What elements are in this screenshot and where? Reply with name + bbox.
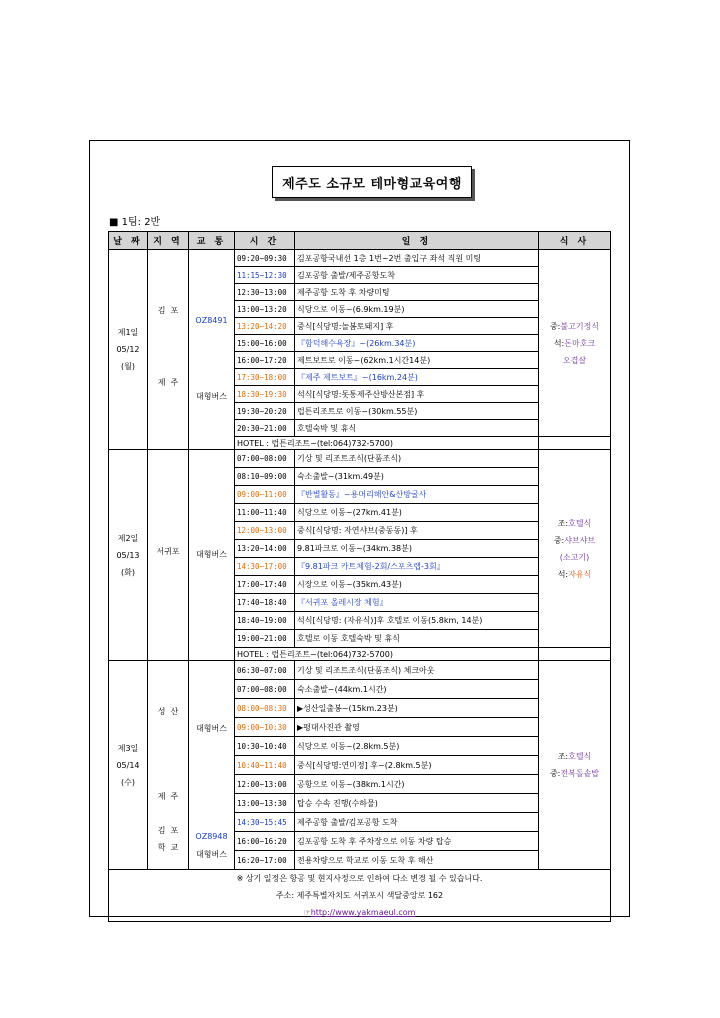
page-title: 제주도 소규모 테마형교육여행 [272, 166, 472, 198]
time-cell: 06:30~07:00 [235, 661, 295, 680]
region-label: 서귀포 [156, 547, 180, 556]
time-cell: 19:00~21:00 [235, 630, 295, 648]
region-cell [148, 450, 189, 661]
meal-cell [539, 661, 611, 870]
meal-item: 불고기정식 [560, 321, 600, 331]
time-cell: 13:00~13:20 [235, 301, 295, 318]
transport-cell [189, 250, 235, 450]
transport-label: 대형버스 [196, 850, 227, 859]
meal-type: 조: [557, 518, 569, 528]
meal-cell-empty [539, 648, 611, 661]
footer-address: 주소: 제주특별자치도 서귀포시 색달중앙로 162 [275, 891, 444, 900]
flight-number: OZ8948 [195, 832, 228, 841]
schedule-cell: 기상 및 리조트조식(단품조식) [295, 450, 539, 468]
time-cell: 08:10~09:00 [235, 468, 295, 486]
footer-row [109, 870, 611, 922]
header-transport: 교 통 [189, 232, 235, 250]
group-label: ■ 1팀: 2반 [109, 217, 161, 228]
meal-item: 오겹살 [562, 355, 587, 365]
region-label: 학 교 [157, 842, 179, 852]
time-cell: 12:00~13:00 [235, 522, 295, 540]
day-label: 05/12 [116, 345, 140, 354]
day-label: 제2일 [117, 533, 139, 543]
schedule-cell: 김포공항국내선 1층 1번~2번 출입구 좌석 직원 미팅 [295, 250, 539, 267]
header-time: 시 간 [235, 232, 295, 250]
meal-item: 전복돌솥밥 [560, 769, 600, 778]
day-label: 제1일 [117, 328, 139, 337]
meal-item: 자유식 [568, 569, 592, 579]
hotel-info: HOTEL : 럽튼리조트~(tel:064)732-5700) [235, 437, 539, 450]
time-cell: 10:40~11:40 [235, 756, 295, 775]
schedule-cell: 중식[식당명:놀봄토돼지] 후 [295, 318, 539, 335]
time-cell: 18:40~19:00 [235, 612, 295, 630]
time-cell: 16:00~16:20 [235, 832, 295, 851]
time-cell: 15:00~16:00 [235, 335, 295, 352]
schedule-table [108, 231, 611, 922]
transport-label: 대형버스 [196, 549, 227, 559]
flight-number: OZ8491 [195, 315, 228, 325]
meal-type: 중: [549, 321, 561, 331]
schedule-cell: 중식[식당명: 자연샤브(중동동)] 후 [295, 522, 539, 540]
time-cell: 14:30~15:45 [235, 813, 295, 832]
day-label: 05/13 [116, 550, 140, 560]
transport-cell [189, 661, 235, 870]
schedule-cell: 제주공항 출발/김포공항 도착 [295, 813, 539, 832]
time-cell: 07:00~08:00 [235, 450, 295, 468]
link-icon: ☞ [303, 908, 311, 917]
schedule-cell: 『9.81파크 카트체험-2회/스포츠랩-3회』 [295, 558, 539, 576]
region-label: 제 주 [157, 791, 179, 801]
time-cell: 07:00~08:00 [235, 680, 295, 699]
schedule-cell: 식당으로 이동~(6.9km.19분) [295, 301, 539, 318]
time-cell: 13:20~14:20 [235, 318, 295, 335]
day-label: (화) [121, 567, 135, 577]
time-cell: 19:30~20:20 [235, 403, 295, 420]
region-cell [148, 250, 189, 450]
schedule-cell: 숙소출발~(44km.1시간) [295, 680, 539, 699]
meal-item: 호텔식 [568, 752, 592, 761]
meal-cell [539, 250, 611, 437]
time-cell: 09:00~10:30 [235, 718, 295, 737]
meal-cell-empty [539, 437, 611, 450]
time-cell: 08:00~08:30 [235, 699, 295, 718]
header-meal: 식 사 [539, 232, 611, 250]
meal-type: 중: [549, 769, 561, 778]
meal-item: 호텔식 [568, 518, 592, 528]
schedule-cell: ▶성산일출봉~(15km.23분) [295, 699, 539, 718]
footer-cell [109, 870, 611, 922]
meal-item: 돈마호크 [564, 338, 596, 348]
day-label: 05/14 [116, 760, 140, 770]
day-cell [109, 661, 148, 870]
schedule-cell: 『제주 제트보트』~(16km.24분) [295, 369, 539, 386]
time-cell: 17:30~18:00 [235, 369, 295, 386]
time-cell: 11:00~11:40 [235, 504, 295, 522]
header-region: 지 역 [148, 232, 189, 250]
meal-type: 조: [557, 752, 569, 761]
time-cell: 16:20~17:00 [235, 851, 295, 870]
meal-item: 샤브샤브 [564, 535, 596, 545]
day-label: (월) [121, 362, 135, 371]
day-cell [109, 450, 148, 661]
schedule-cell: 전용차량으로 학교로 이동 도착 후 해산 [295, 851, 539, 870]
meal-type: 석: [553, 338, 565, 348]
meal-item: (소고기) [559, 552, 590, 562]
schedule-cell: 탑승 수속 진행(수하물) [295, 794, 539, 813]
schedule-cell: 김포공항 도착 후 주차장으로 이동 차량 탑승 [295, 832, 539, 851]
meal-type: 중: [553, 535, 565, 545]
schedule-cell: 식당으로 이동~(27km.41분) [295, 504, 539, 522]
schedule-cell: 식당으로 이동~(2.8km.5분) [295, 737, 539, 756]
time-cell: 09:20~09:30 [235, 250, 295, 267]
header-schedule: 일 정 [295, 232, 539, 250]
time-cell: 09:00~11:00 [235, 486, 295, 504]
day-label: 제3일 [117, 743, 139, 753]
schedule-cell: 럽튼리조트로 이동~(30km.55분) [295, 403, 539, 420]
day-cell [109, 250, 148, 450]
table-row [109, 450, 611, 468]
time-cell: 13:20~14:00 [235, 540, 295, 558]
transport-cell [189, 450, 235, 661]
region-label: 제 주 [157, 377, 179, 387]
region-label: 김 포 [157, 825, 179, 835]
time-cell: 14:30~17:00 [235, 558, 295, 576]
footer-url-line [111, 904, 608, 921]
time-cell: 18:30~19:30 [235, 386, 295, 403]
schedule-cell: 석식[식당명: (자유식)]후 호텔로 이동(5.8km, 14분) [295, 612, 539, 630]
time-cell: 17:40~18:40 [235, 594, 295, 612]
table-row [109, 250, 611, 267]
schedule-cell: 중식[식당명:연미정] 후~(2.8km.5분) [295, 756, 539, 775]
header-date: 날 짜 [109, 232, 148, 250]
time-cell: 17:00~17:40 [235, 576, 295, 594]
transport-label: 대형버스 [196, 391, 227, 401]
schedule-cell: 제트보트로 이동~(62km.1시간14분) [295, 352, 539, 369]
meal-cell [539, 450, 611, 648]
schedule-cell: 석식[식당명:돗통제주산방산본점] 후 [295, 386, 539, 403]
region-label: 성 산 [157, 706, 179, 716]
schedule-cell: 호텔로 이동 호텔숙박 및 휴식 [295, 630, 539, 648]
schedule-cell: 『반별활동』~용머리해안&산방굴사 [295, 486, 539, 504]
schedule-cell: 『서귀포 올레시장 체험』 [295, 594, 539, 612]
time-cell: 16:00~17:20 [235, 352, 295, 369]
day-label: (수) [121, 777, 135, 787]
schedule-cell: 호텔숙박 및 휴식 [295, 420, 539, 437]
region-label: 김 포 [157, 305, 179, 315]
hotel-info: HOTEL : 럽튼리조트~(tel:064)732-5700) [235, 648, 539, 661]
meal-type: 석: [557, 569, 569, 579]
schedule-cell: 숙소출발~(31km.49분) [295, 468, 539, 486]
time-cell: 13:00~13:30 [235, 794, 295, 813]
header-row [109, 232, 611, 250]
schedule-cell: 기상 및 리조트조식(단품조식) 체크아웃 [295, 661, 539, 680]
time-cell: 12:30~13:00 [235, 284, 295, 301]
website-link[interactable]: http://www.yakmaeul.com [310, 908, 416, 917]
schedule-cell: 공항으로 이동~(38km.1시간) [295, 775, 539, 794]
time-cell: 10:30~10:40 [235, 737, 295, 756]
schedule-cell: 『함덕해수욕장』~(26km.34분) [295, 335, 539, 352]
schedule-cell: 시장으로 이동~(35km.43분) [295, 576, 539, 594]
schedule-cell: 김포공항 출발/제주공항도착 [295, 267, 539, 284]
region-cell [148, 661, 189, 870]
time-cell: 20:30~21:00 [235, 420, 295, 437]
table-row [109, 661, 611, 680]
schedule-cell: 9.81파크로 이동~(34km.38분) [295, 540, 539, 558]
footer-note: ※ 상기 일정은 항공 및 현지사정으로 인하여 다소 변경 될 수 있습니다. [236, 874, 483, 883]
transport-label: 대형버스 [196, 724, 227, 733]
time-cell: 11:15~12:30 [235, 267, 295, 284]
schedule-cell: ▶평대사진관 촬영 [295, 718, 539, 737]
time-cell: 12:00~13:00 [235, 775, 295, 794]
schedule-cell: 제주공항 도착 후 차량미팅 [295, 284, 539, 301]
